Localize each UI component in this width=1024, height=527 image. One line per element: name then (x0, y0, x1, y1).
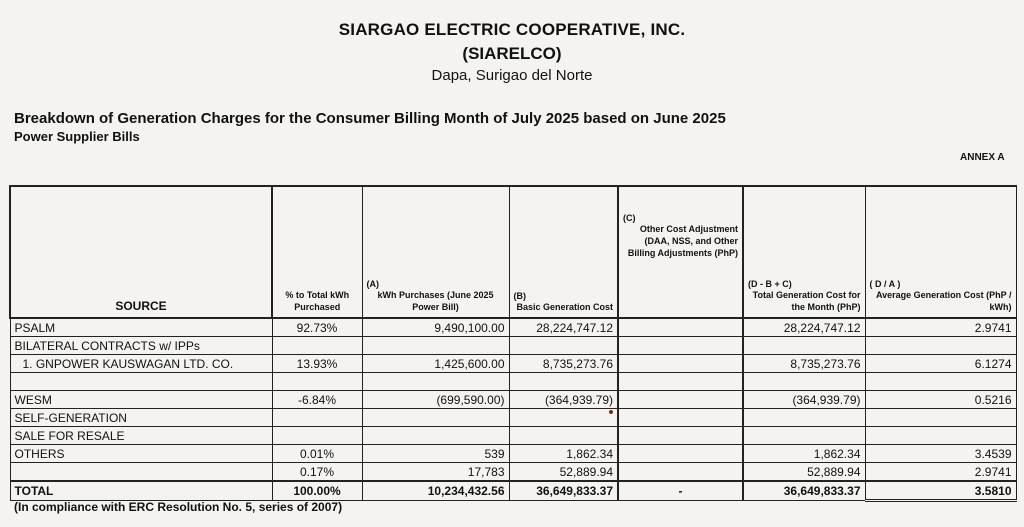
total-cell-kwh: 10,234,432.56 (362, 481, 509, 501)
header-total: (D - B + C) Total Generation Cost for the Month (PhP) (743, 186, 865, 318)
cell-total: 1,862.34 (743, 445, 865, 463)
cell-basic (509, 409, 618, 427)
cell-kwh (362, 427, 509, 445)
cell-source: SELF-GENERATION (10, 409, 272, 427)
header-source: SOURCE (10, 186, 272, 318)
cell-other (618, 427, 743, 445)
cell-avg: 3.4539 (865, 445, 1016, 463)
cell-basic: 1,862.34 (509, 445, 618, 463)
table-row (10, 337, 1016, 355)
header-basic: (B) Basic Generation Cost (509, 186, 618, 318)
footnote: (In compliance with ERC Resolution No. 5, series of 2007) (14, 500, 343, 514)
cell-total: 52,889.94 (743, 463, 865, 482)
cell-basic: 28,224,747.12 (509, 318, 618, 337)
cell-kwh (362, 373, 509, 391)
cell-total (743, 427, 865, 445)
total-cell-total: 36,649,833.37 (743, 481, 865, 501)
generation-charges-table (9, 185, 1017, 502)
cell-kwh: 9,490,100.00 (362, 318, 509, 337)
cell-source: BILATERAL CONTRACTS w/ IPPs (10, 337, 272, 355)
cell-other (618, 463, 743, 482)
cell-source: PSALM (10, 318, 272, 337)
annex-label: ANNEX A (960, 152, 1005, 163)
cell-source (10, 463, 272, 482)
table-row (10, 373, 1016, 391)
cell-pct: 92.73% (272, 318, 362, 337)
total-cell-source: TOTAL (10, 481, 272, 501)
report-subtitle: Power Supplier Bills (14, 129, 140, 144)
cell-avg (865, 337, 1016, 355)
total-row (10, 481, 1016, 501)
table-header-row (10, 186, 1016, 318)
table-row (10, 427, 1016, 445)
cell-other (618, 337, 743, 355)
cell-kwh (362, 337, 509, 355)
cell-pct (272, 409, 362, 427)
total-cell-pct: 100.00% (272, 481, 362, 501)
table-row (10, 391, 1016, 409)
total-cell-other: - (618, 481, 743, 501)
cell-source (10, 373, 272, 391)
ink-dot (609, 410, 613, 414)
cell-avg: 2.9741 (865, 318, 1016, 337)
cell-other (618, 445, 743, 463)
cell-avg (865, 373, 1016, 391)
cell-basic: 52,889.94 (509, 463, 618, 482)
cell-total: 28,224,747.12 (743, 318, 865, 337)
cell-kwh: 1,425,600.00 (362, 355, 509, 373)
cell-other (618, 391, 743, 409)
cell-total (743, 373, 865, 391)
cell-source: 1. GNPOWER KAUSWAGAN LTD. CO. (10, 355, 272, 373)
cell-pct (272, 427, 362, 445)
company-location: Dapa, Surigao del Norte (431, 67, 593, 84)
cell-pct: 0.01% (272, 445, 362, 463)
cell-basic: 8,735,273.76 (509, 355, 618, 373)
cell-total: (364,939.79) (743, 391, 865, 409)
cell-pct: 13.93% (272, 355, 362, 373)
cell-avg: 2.9741 (865, 463, 1016, 482)
cell-other (618, 355, 743, 373)
cell-avg: 0.5216 (865, 391, 1016, 409)
cell-total (743, 409, 865, 427)
cell-other (618, 409, 743, 427)
cell-kwh: 539 (362, 445, 509, 463)
cell-basic (509, 373, 618, 391)
total-cell-basic: 36,649,833.37 (509, 481, 618, 501)
cell-source: SALE FOR RESALE (10, 427, 272, 445)
table-row (10, 318, 1016, 337)
cell-pct: 0.17% (272, 463, 362, 482)
table-row (10, 445, 1016, 463)
cell-source: WESM (10, 391, 272, 409)
cell-total (743, 337, 865, 355)
cell-avg: 6.1274 (865, 355, 1016, 373)
cell-total: 8,735,273.76 (743, 355, 865, 373)
report-title: Breakdown of Generation Charges for the Consumer Billing Month of July 2025 based on June 2025 (14, 110, 726, 127)
cell-source: OTHERS (10, 445, 272, 463)
table-row (10, 409, 1016, 427)
company-acronym: (SIARELCO) (462, 44, 562, 63)
cell-basic (509, 427, 618, 445)
cell-kwh: 17,783 (362, 463, 509, 482)
header-kwh: (A) kWh Purchases (June 2025 Power Bill) (362, 186, 509, 318)
cell-basic (509, 337, 618, 355)
cell-other (618, 373, 743, 391)
table-row (10, 463, 1016, 482)
cell-other (618, 318, 743, 337)
cell-avg (865, 409, 1016, 427)
cell-kwh (362, 409, 509, 427)
cell-kwh: (699,590.00) (362, 391, 509, 409)
table-row (10, 355, 1016, 373)
cell-avg (865, 427, 1016, 445)
cell-pct: -6.84% (272, 391, 362, 409)
cell-pct (272, 373, 362, 391)
cell-pct (272, 337, 362, 355)
cell-basic: (364,939.79) (509, 391, 618, 409)
header-avg: ( D / A ) Average Generation Cost (PhP / kWh) (865, 186, 1016, 318)
header-other: (C) Other Cost Adjustment (DAA, NSS, and Other Billing Adjustments (PhP) (618, 186, 743, 318)
header-pct: % to Total kWh Purchased (272, 186, 362, 318)
total-cell-avg: 3.5810 (865, 481, 1016, 501)
company-name: SIARGAO ELECTRIC COOPERATIVE, INC. (338, 20, 686, 39)
